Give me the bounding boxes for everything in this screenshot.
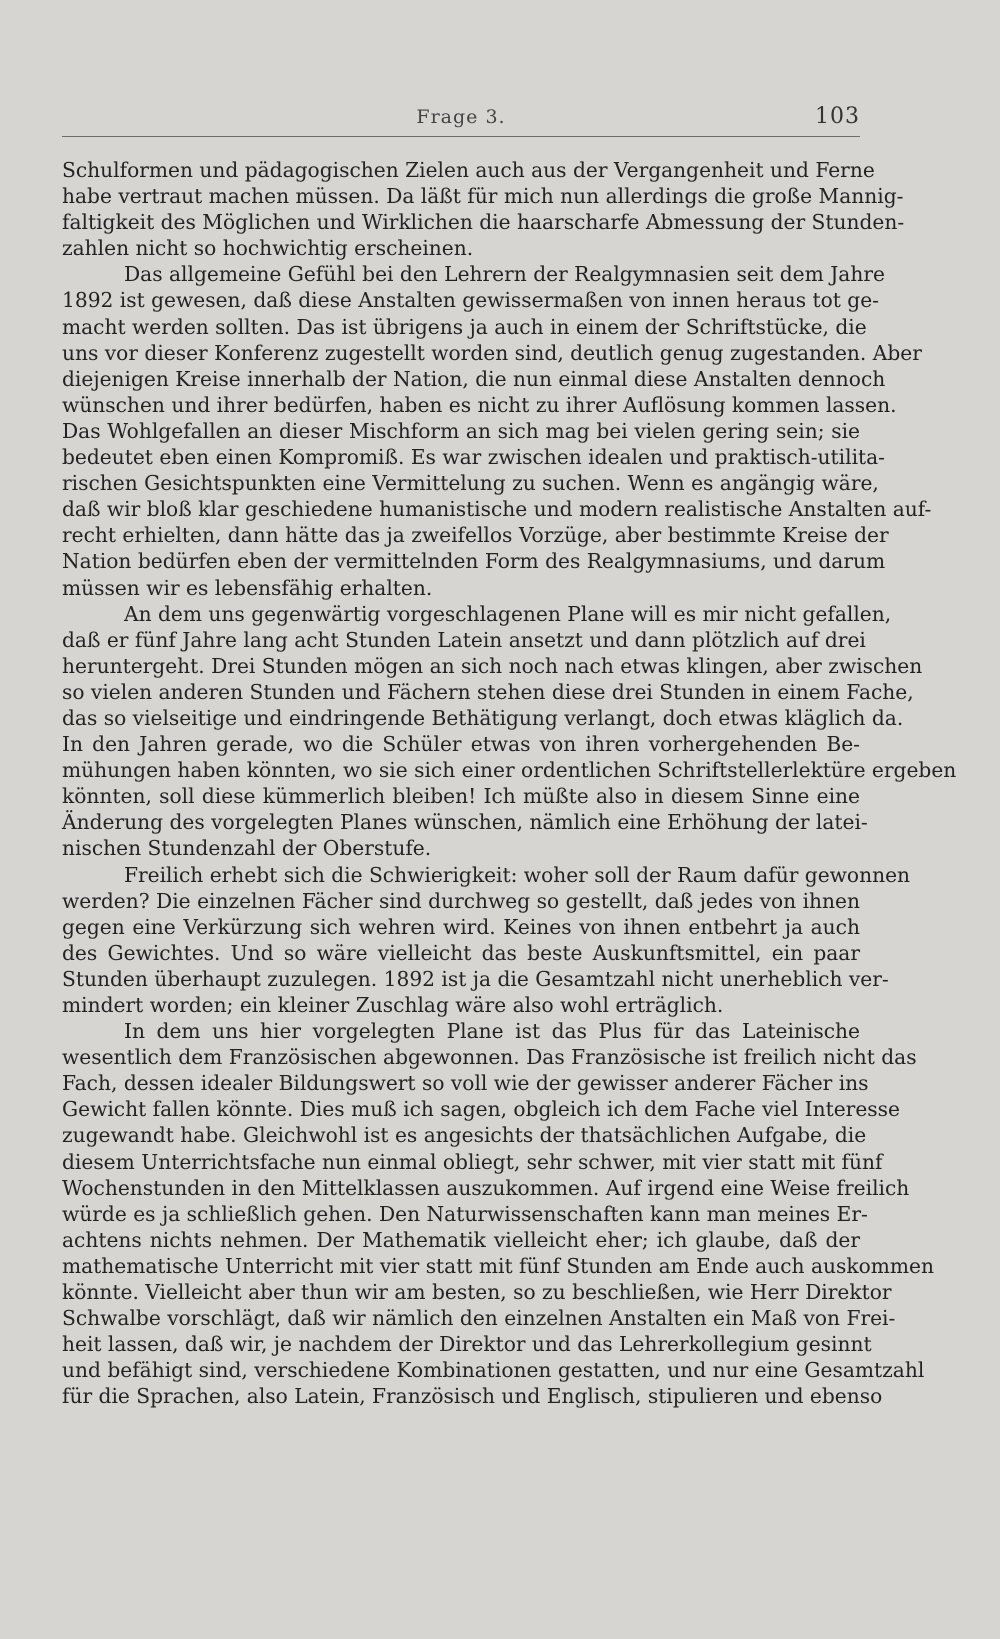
text-line: zahlen nicht so hochwichtig erscheinen.: [62, 236, 474, 261]
text-line: Freilich erhebt sich die Schwierigkeit: woher soll der Raum dafür gewonnen: [124, 862, 911, 887]
text-line: 1892 ist gewesen, daß diese Anstalten gewissermaßen von innen heraus tot ge-: [62, 288, 879, 313]
text-line: und befähigt sind, verschiedene Kombinationen gestatten, und nur eine Gesamtzahl: [62, 1358, 925, 1383]
running-head: Frage 3.: [416, 106, 506, 128]
text-line: Änderung des vorgelegten Planes wünschen, nämlich eine Erhöhung der latei-: [62, 810, 868, 835]
text-line: Gewicht fallen könnte. Dies muß ich sagen, obgleich ich dem Fache viel Interesse: [62, 1097, 900, 1122]
text-line: könnten, soll diese kümmerlich bleiben! Ich müßte also in diesem Sinne eine: [62, 784, 860, 809]
text-line: uns vor dieser Konferenz zugestellt worden sind, deutlich genug zugestanden. Aber: [62, 340, 922, 365]
text-line: werden? Die einzelnen Fächer sind durchweg so gestellt, daß jedes von ihnen: [62, 888, 860, 913]
text-line: heit lassen, daß wir, je nachdem der Direktor und das Lehrerkollegium gesinnt: [62, 1332, 872, 1357]
text-line: In den Jahren gerade, wo die Schüler etwas von ihren vorhergehenden Be-: [62, 732, 860, 757]
text-line: mindert worden; ein kleiner Zuschlag wäre also wohl erträglich.: [62, 993, 724, 1017]
text-line: heruntergeht. Drei Stunden mögen an sich noch nach etwas klingen, aber zwischen: [62, 653, 923, 678]
text-line: für die Sprachen, also Latein, Französisch und Englisch, stipulieren und ebenso: [62, 1384, 883, 1409]
text-line: würde es ja schließlich gehen. Den Naturwissenschaften kann man meines Er-: [62, 1201, 868, 1226]
text-line: macht werden sollten. Das ist übrigens ja auch in einem der Schriftstücke, die: [62, 314, 867, 339]
text-line: Schwalbe vorschlägt, daß wir nämlich den einzelnen Anstalten ein Maß von Frei-: [62, 1306, 896, 1331]
text-line: bedeutet eben einen Kompromiß. Es war zwischen idealen und praktisch-utilita-: [62, 445, 885, 470]
text-line: achtens nichts nehmen. Der Mathematik vielleicht eher; ich glaube, daß der: [62, 1227, 860, 1252]
text-line: Schulformen und pädagogischen Zielen auch aus der Vergangenheit und Ferne: [62, 158, 875, 182]
text-line: Wochenstunden in den Mittelklassen auszukommen. Auf irgend eine Weise freilich: [62, 1175, 910, 1200]
text-line: so vielen anderen Stunden und Fächern stehen diese drei Stunden in einem Fache,: [62, 679, 914, 704]
text-line: mühungen haben könnten, wo sie sich einer ordentlichen Schriftstellerlektüre ergeben: [62, 758, 957, 783]
text-line: Das Wohlgefallen an dieser Mischform an sich mag bei vielen gering sein; sie: [62, 418, 860, 443]
text-line: Das allgemeine Gefühl bei den Lehrern der Realgymnasien seit dem Jahre: [124, 262, 885, 287]
text-line: An dem uns gegenwärtig vorgeschlagenen Plane will es mir nicht gefallen,: [124, 601, 892, 626]
text-line: diesem Unterrichtsfache nun einmal obliegt, sehr schwer, mit vier statt mit fünf: [62, 1149, 883, 1174]
text-line: zugewandt habe. Gleichwohl ist es angesichts der thatsächlichen Aufgabe, die: [62, 1123, 867, 1148]
text-line: recht erhielten, dann hätte das ja zweifellos Vorzüge, aber bestimmte Kreise der: [62, 523, 889, 548]
text-line: diejenigen Kreise innerhalb der Nation, die nun einmal diese Anstalten dennoch: [62, 366, 886, 391]
text-line: wesentlich dem Französischen abgewonnen. Das Französische ist freilich nicht das: [62, 1045, 917, 1070]
text-line: des Gewichtes. Und so wäre vielleicht das beste Auskunftsmittel, ein paar: [62, 940, 860, 965]
text-line: Stunden überhaupt zuzulegen. 1892 ist ja die Gesamtzahl nicht unerheblich ver-: [62, 966, 889, 991]
page-header: [62, 100, 860, 137]
text-line: rischen Gesichtspunkten eine Vermittelung zu suchen. Wenn es angängig wäre,: [62, 471, 879, 496]
text-line: nischen Stundenzahl der Oberstufe.: [62, 836, 432, 861]
page-number: 103: [815, 104, 860, 129]
text-line: daß wir bloß klar geschiedene humanistische und modern realistische Anstalten auf-: [62, 497, 932, 522]
text-line: könnte. Vielleicht aber thun wir am besten, so zu beschließen, wie Herr Direktor: [62, 1280, 892, 1305]
body-text: [62, 157, 957, 1410]
text-line: wünschen und ihrer bedürfen, haben es nicht zu ihrer Auflösung kommen lassen.: [62, 392, 897, 417]
text-line: In dem uns hier vorgelegten Plane ist das Plus für das Lateinische: [124, 1019, 860, 1044]
text-line: gegen eine Verkürzung sich wehren wird. Keines von ihnen entbehrt ja auch: [62, 914, 860, 939]
text-line: mathematische Unterricht mit vier statt mit fünf Stunden am Ende auch auskommen: [62, 1253, 934, 1278]
text-line: Nation bedürfen eben der vermittelnden Form des Realgymnasiums, und darum: [62, 549, 886, 574]
text-line: Fach, dessen idealer Bildungswert so voll wie der gewisser anderer Fächer ins: [62, 1071, 869, 1096]
text-line: das so vielseitige und eindringende Bethätigung verlangt, doch etwas kläglich da.: [62, 705, 904, 730]
text-line: habe vertraut machen müssen. Da läßt für mich nun allerdings die große Mannig-: [62, 184, 904, 209]
text-line: daß er fünf Jahre lang acht Stunden Latein ansetzt und dann plötzlich auf drei: [62, 627, 866, 652]
text-line: faltigkeit des Möglichen und Wirklichen die haarscharfe Abmessung der Stunden-: [62, 210, 905, 235]
text-line: müssen wir es lebensfähig erhalten.: [62, 575, 433, 600]
